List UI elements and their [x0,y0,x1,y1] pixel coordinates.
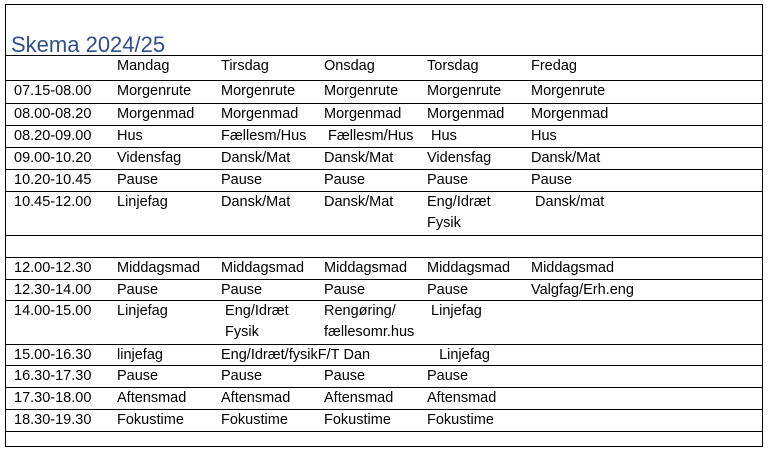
time-cell: 08.20-09.00 [14,128,92,144]
activity-cell [324,301,414,343]
activity-cell: linjefag [117,347,163,363]
time-cell: 14.00-15.00 [14,303,92,319]
activity-cell: Pause [117,368,159,384]
activity-cell: Pause [531,172,573,188]
time-cell: 18.30-19.30 [14,412,92,428]
schedule-sheet [5,4,763,447]
time-cell: 07.15-08.00 [14,83,92,99]
activity-cell: Fokustime [221,412,288,428]
activity-cell: Fællesm/Hus [324,128,414,144]
activity-cell: Morgenmad [531,106,609,122]
activity-cell [427,192,491,234]
activity-cell: Vidensfag [117,150,182,166]
column-header: Torsdag [427,58,479,74]
activity-cell: Pause [117,282,159,298]
activity-cell: Pause [427,368,469,384]
column-header: Onsdag [324,58,375,74]
column-header: Fredag [531,58,577,74]
cell-line: Fysik [221,324,259,340]
activity-cell: Middagsmad [221,260,305,276]
activity-cell: Hus [117,128,143,144]
activity-cell: Middagsmad [117,260,201,276]
activity-cell: Aftensmad [221,390,291,406]
activity-cell: Morgenrute [221,83,296,99]
activity-cell: Pause [221,368,263,384]
activity-cell: Aftensmad [427,390,497,406]
activity-cell: Morgenmad [117,106,195,122]
activity-cell: Eng/Idræt/fysikF/T Dan [221,347,371,363]
cell-line: Eng/Idræt [221,303,289,319]
activity-cell: Pause [221,282,263,298]
time-cell: 10.45-12.00 [14,194,92,210]
activity-cell: Dansk/Mat [221,194,291,210]
activity-cell: Morgenrute [531,83,606,99]
activity-cell: Dansk/Mat [221,150,291,166]
cell-line: Rengøring/ [324,303,396,319]
cell-line: Fysik [427,215,461,231]
activity-cell: Pause [324,282,366,298]
activity-cell: Morgenrute [117,83,192,99]
cell-line: fællesomr.hus [324,324,415,340]
activity-cell: Pause [221,172,263,188]
activity-cell: Middagsmad [531,260,615,276]
activity-cell: Middagsmad [324,260,408,276]
time-cell: 09.00-10.20 [14,150,92,166]
activity-cell: Linjefag [117,303,168,319]
activity-cell: Morgenmad [427,106,505,122]
time-cell: 15.00-16.30 [14,347,92,363]
activity-cell: Dansk/Mat [324,194,394,210]
activity-cell: Hus [531,128,557,144]
page-title: Skema 2024/25 [11,32,166,57]
activity-cell [221,301,289,343]
time-cell: 12.00-12.30 [14,260,92,276]
time-cell: 16.30-17.30 [14,368,92,384]
activity-cell: Dansk/Mat [324,150,394,166]
activity-cell: Pause [117,172,159,188]
column-header: Mandag [117,58,170,74]
activity-cell: Linjefag [427,347,490,363]
activity-cell: Valgfag/Erh.eng [531,282,634,298]
cell-line: Eng/Idræt [427,194,491,210]
activity-cell: Pause [324,368,366,384]
activity-cell: Dansk/mat [531,194,605,210]
activity-cell: Pause [324,172,366,188]
time-cell: 10.20-10.45 [14,172,92,188]
activity-cell: Aftensmad [117,390,187,406]
activity-cell: Linjefag [427,303,482,319]
row-divider [6,431,762,432]
activity-cell: Morgenrute [324,83,399,99]
time-cell: 17.30-18.00 [14,390,92,406]
activity-cell: Aftensmad [324,390,394,406]
activity-cell: Pause [427,282,469,298]
activity-cell: Morgenmad [221,106,299,122]
activity-cell: Linjefag [117,194,168,210]
activity-cell: Dansk/Mat [531,150,601,166]
activity-cell: Vidensfag [427,150,492,166]
time-cell: 08.00-08.20 [14,106,92,122]
column-header: Tirsdag [221,58,269,74]
activity-cell: Pause [427,172,469,188]
time-cell: 12.30-14.00 [14,282,92,298]
activity-cell: Fokustime [324,412,391,428]
activity-cell: Hus [427,128,457,144]
row-divider [6,235,762,236]
activity-cell: Fællesm/Hus [221,128,307,144]
activity-cell: Middagsmad [427,260,511,276]
activity-cell: Morgenmad [324,106,402,122]
activity-cell: Morgenrute [427,83,502,99]
activity-cell: Fokustime [427,412,494,428]
activity-cell: Fokustime [117,412,184,428]
